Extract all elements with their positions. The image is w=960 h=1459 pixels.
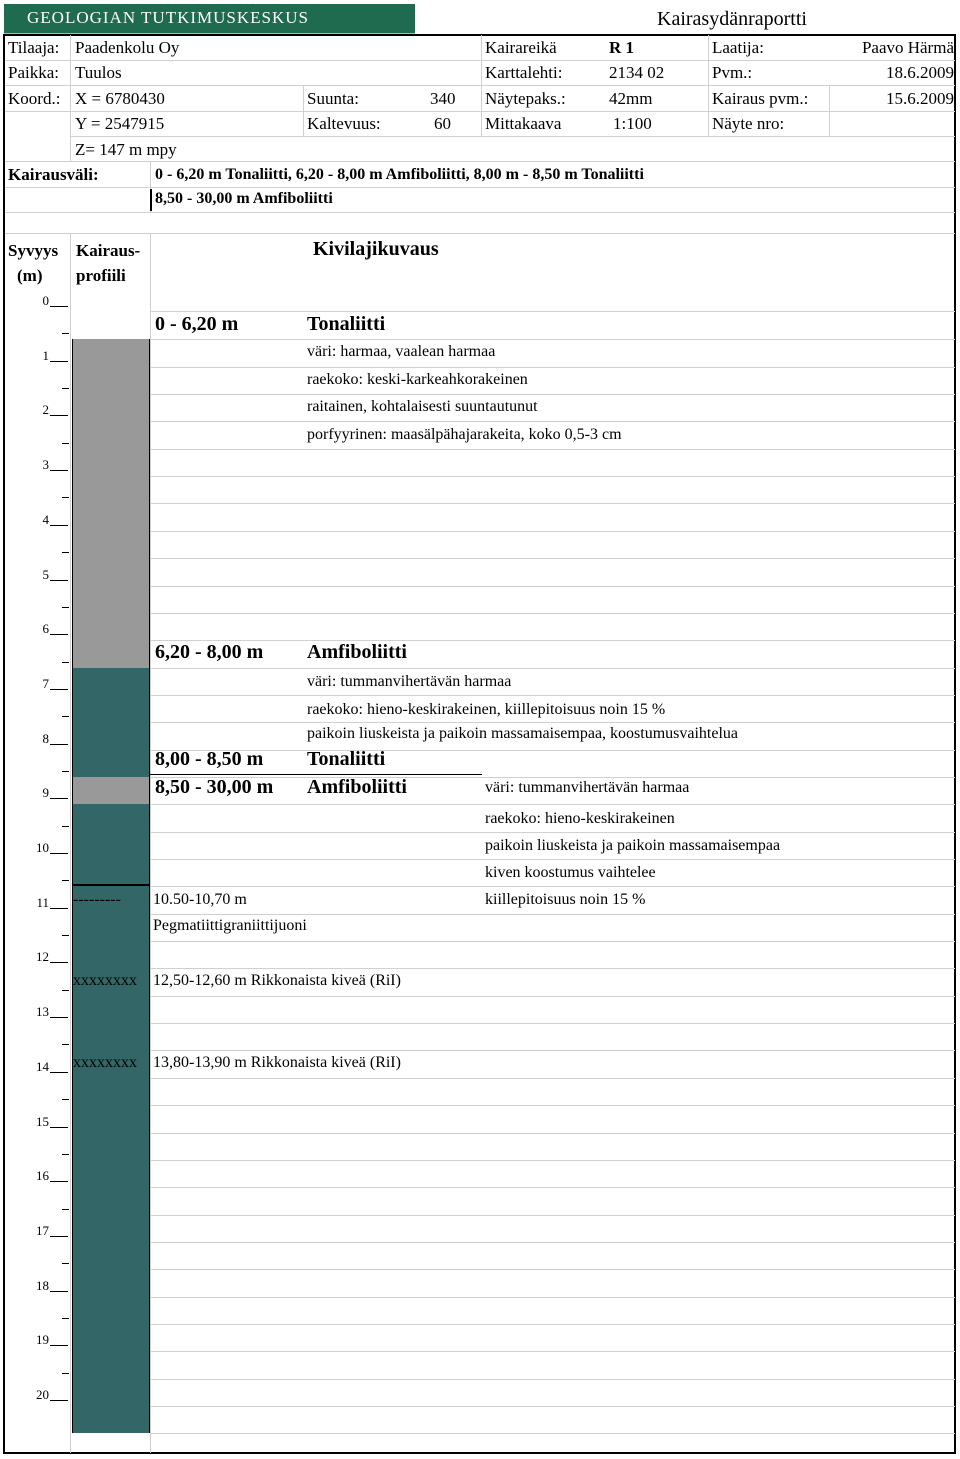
unit-2-line: raekoko: hieno-keskirakeinen, kiillepitoisuus noin 15 % [307,701,666,718]
tilaaja-label: Tilaaja: [8,38,60,57]
col-syvyys: Syvyys [8,241,59,260]
grid-line [150,1269,955,1270]
depth-tick [50,580,68,581]
depth-label: 7 [42,676,49,691]
unit-1-interval: 0 - 6,20 m [155,313,239,335]
kaltevuus-value: 60 [434,114,451,133]
half-tick [62,443,69,444]
grid-line [150,367,955,368]
depth-tick [50,1236,68,1237]
grid-line [150,1242,955,1243]
depth-label: 0 [42,293,49,308]
grid-line [150,1023,955,1024]
depth-tick [50,744,68,745]
ril-marker: xxxxxxxx [73,1054,137,1071]
grid-line [150,339,955,340]
grid-line [5,85,955,86]
col-kivilajikuvaus: Kivilajikuvaus [313,238,439,260]
koord-label: Koord.: [8,89,61,108]
grid-line [150,1406,955,1407]
kairauspvm-label: Kairaus pvm.: [712,89,809,108]
grid-line [150,750,955,751]
grid-line [150,1078,955,1079]
grid-line [150,1215,955,1216]
grid-line [150,1379,955,1380]
depth-label: 3 [42,457,49,472]
half-tick [62,1154,69,1155]
grid-line [150,449,955,450]
depth-label: 5 [42,567,49,582]
unit-divider [150,774,482,775]
grid-line [70,136,955,137]
grid-line [829,85,830,136]
unit-3-rock: Tonaliitti [307,748,386,770]
grid-line [150,1297,955,1298]
grid-line [150,531,955,532]
unit-4-line: paikoin liuskeista ja paikoin massamaisempaa [485,837,781,854]
half-tick [62,1263,69,1264]
grid-line [5,187,955,188]
depth-tick [50,853,68,854]
depth-tick [50,1127,68,1128]
z-coord: Z= 147 m mpy [75,140,177,159]
kaltevuus-label: Kaltevuus: [307,114,381,133]
half-tick [62,880,69,881]
grid-line [150,804,955,805]
depth-tick [50,908,68,909]
kairausvali-line-1: 0 - 6,20 m Tonaliitti, 6,20 - 8,00 m Amfiboliitti, 8,00 m - 8,50 m Tonaliitti [155,166,644,183]
depth-tick [50,525,68,526]
grid-line [150,1133,955,1134]
grid-line [150,1351,955,1352]
profile-segment-tonaliitti [72,777,150,804]
paikka-value: Tuulos [75,63,122,82]
unit-1-line: porfyyrinen: maasälpähajarakeita, koko 0,5-3 cm [307,426,622,443]
naytepaks-label: Näytepaks.: [485,89,566,108]
suunta-label: Suunta: [307,89,359,108]
unit-4-line: väri: tummanvihertävän harmaa [485,779,690,796]
grid-line [150,233,151,1453]
half-tick [62,662,69,663]
depth-tick [50,634,68,635]
depth-label: 6 [42,621,49,636]
unit-2-interval: 6,20 - 8,00 m [155,641,264,663]
half-tick [62,716,69,717]
grid-line [150,1160,955,1161]
half-tick [62,607,69,608]
kairareika-label: Kairareikä [485,38,557,57]
unit-4-line: raekoko: hieno-keskirakeinen [485,810,675,827]
ril-annotation-2: 13,80-13,90 m Rikkonaista kiveä (RiI) [153,1054,401,1071]
grid-line [150,695,955,696]
grid-line [150,832,955,833]
depth-label: 12 [36,949,49,964]
grid-line [150,640,955,641]
grid-line [5,233,955,234]
depth-tick [50,798,68,799]
grid-line [150,558,955,559]
grid-line [481,35,482,136]
karttalehti-value: 2134 02 [609,63,665,82]
depth-label: 8 [42,731,49,746]
half-tick [62,388,69,389]
grid-line [70,35,71,161]
grid-line [150,968,955,969]
kairausvali-line-2: 8,50 - 30,00 m Amfiboliitti [155,190,333,207]
y-coord: Y = 2547915 [75,114,165,133]
pvm-value: 18.6.2009 [886,63,954,82]
paikka-label: Paikka: [8,63,59,82]
kairauspvm-value: 15.6.2009 [886,89,954,108]
grid-line [5,212,955,213]
grid-line [150,914,955,915]
half-tick [62,497,69,498]
grid-line [150,1050,955,1051]
pegmatite-interval: 10.50-10,70 m [153,891,247,908]
bracket-line [150,189,152,211]
depth-label: 9 [42,785,49,800]
depth-tick [50,306,68,307]
depth-label: 14 [36,1059,49,1074]
grid-line [150,859,955,860]
unit-2-line: paikoin liuskeista ja paikoin massamaisempaa, koostumusvaihtelua [307,725,739,742]
depth-tick [50,361,68,362]
grid-line [70,233,71,1453]
kairausvali-label: Kairausväli: [8,165,99,184]
grid-line [150,996,955,997]
grid-line [150,503,955,504]
grid-line [150,941,955,942]
half-tick [62,935,69,936]
depth-label: 20 [36,1387,49,1402]
grid-line [150,1433,955,1434]
grid-line [150,394,955,395]
tilaaja-value: Paadenkolu Oy [75,38,180,57]
half-tick [62,552,69,553]
depth-label: 10 [36,840,49,855]
col-profiili: profiili [76,266,126,285]
half-tick [62,771,69,772]
unit-4-rock: Amfiboliitti [307,776,407,798]
grid-line [150,1324,955,1325]
org-logo [4,4,415,36]
laatija-label: Laatija: [712,38,764,57]
naytenro-label: Näyte nro: [712,114,785,133]
karttalehti-label: Karttalehti: [485,63,563,82]
grid-line [150,476,955,477]
grid-line [5,161,955,162]
half-tick [62,826,69,827]
depth-label: 17 [36,1223,49,1238]
depth-tick [50,962,68,963]
ril-annotation-1: 12,50-12,60 m Rikkonaista kiveä (RiI) [153,972,401,989]
half-tick [62,333,69,334]
unit-1-line: raitainen, kohtalaisesti suuntautunut [307,398,538,415]
depth-label: 19 [36,1332,49,1347]
depth-label: 4 [42,512,49,527]
ril-marker: xxxxxxxx [73,972,137,989]
depth-label: 16 [36,1168,49,1183]
pegmatite-boundary [72,884,150,886]
profile-segment-amfiboliitti [72,668,150,777]
kairareika-value: R 1 [609,38,635,57]
unit-3-interval: 8,00 - 8,50 m [155,748,264,770]
half-tick [62,1099,69,1100]
col-syvyys-unit: (m) [17,266,43,285]
unit-2-line: väri: tummanvihertävän harmaa [307,673,512,690]
grid-line [150,421,955,422]
pvm-label: Pvm.: [712,63,753,82]
depth-tick [50,415,68,416]
naytepaks-value: 42mm [609,89,653,108]
half-tick [62,1373,69,1374]
depth-tick [50,1017,68,1018]
grid-line [303,85,304,136]
grid-line [150,722,955,723]
depth-label: 13 [36,1004,49,1019]
half-tick [62,1209,69,1210]
depth-tick [50,1400,68,1401]
half-tick [62,990,69,991]
mittakaava-value: 1:100 [613,114,652,133]
depth-tick [50,689,68,690]
col-kairaus: Kairaus- [76,241,141,260]
depth-label: 2 [42,402,49,417]
grid-line [150,668,955,669]
half-tick [62,1318,69,1319]
grid-line [150,311,955,312]
grid-line [5,111,955,112]
unit-4-interval: 8,50 - 30,00 m [155,776,274,798]
depth-tick [50,1072,68,1073]
unit-4-line: kiven koostumus vaihtelee [485,864,656,881]
grid-line [150,1187,955,1188]
unit-2-rock: Amfiboliitti [307,641,407,663]
depth-label: 11 [36,895,49,910]
grid-line [150,613,955,614]
depth-tick [50,1291,68,1292]
profile-segment-tonaliitti [72,339,150,668]
x-coord: X = 6780430 [75,89,165,108]
unit-1-line: väri: harmaa, vaalean harmaa [307,343,496,360]
depth-tick [50,470,68,471]
unit-4-line: kiillepitoisuus noin 15 % [485,891,646,908]
depth-label: 1 [42,348,49,363]
depth-label: 18 [36,1278,49,1293]
laatija-value: Paavo Härmä [861,38,954,57]
unit-1-line: raekoko: keski-karkeahkorakeinen [307,371,528,388]
mittakaava-label: Mittakaava [485,114,562,133]
pegmatite-marker: --------- [73,891,121,908]
half-tick [62,1044,69,1045]
report-title: Kairasydänraportti [657,8,807,30]
grid-line [150,1105,955,1106]
grid-line [150,886,955,887]
suunta-value: 340 [430,89,456,108]
pegmatite-name: Pegmatiittigraniittijuoni [153,917,307,934]
depth-label: 15 [36,1114,49,1129]
unit-1-rock: Tonaliitti [307,313,386,335]
grid-line [5,60,955,61]
depth-tick [50,1345,68,1346]
depth-tick [50,1181,68,1182]
grid-line [708,35,709,136]
org-name: GEOLOGIAN TUTKIMUSKESKUS [27,8,309,27]
grid-line [150,586,955,587]
